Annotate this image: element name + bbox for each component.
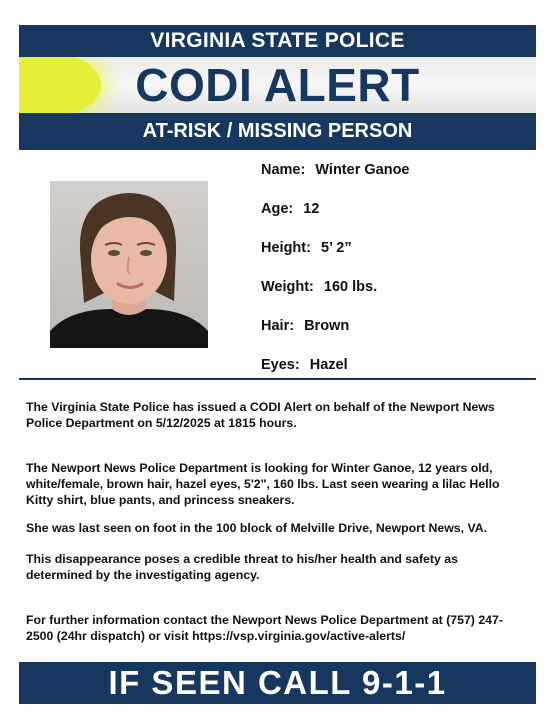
fact-weight — [261, 277, 541, 316]
fact-name — [261, 160, 541, 199]
alert-issued-paragraph: The Virginia State Police has issued a CODI Alert on behalf of the Newport News Police Department on 5/12/2025 at 1815 hours. — [26, 400, 495, 430]
contact-paragraph: For further information contact the Newport News Police Department at (757) 247-2500 (24hr dispatch) or visit https://vsp.virginia.gov/active-alerts/ — [26, 613, 503, 643]
section-divider — [19, 378, 536, 380]
fact-label: Age: — [261, 201, 294, 217]
person-details — [261, 160, 541, 394]
fact-value: 160 lbs. — [323, 279, 378, 295]
fact-age — [261, 199, 541, 238]
fact-height — [261, 238, 541, 277]
fact-value: Winter Ganoe — [315, 162, 410, 178]
fact-value: Brown — [304, 318, 350, 334]
fact-label: Name: — [261, 162, 306, 178]
title-strip — [19, 57, 536, 113]
threat-paragraph: This disappearance poses a credible threat to his/her health and safety as determined by the investigating agency. — [26, 552, 458, 582]
last-seen-paragraph: She was last seen on foot in the 100 block of Melville Drive, Newport News, VA. — [26, 521, 488, 535]
alert-title: CODI ALERT — [135, 59, 420, 111]
missing-person-photo — [50, 181, 208, 348]
fact-label: Eyes: — [261, 357, 300, 373]
fact-value: 5’ 2” — [320, 240, 352, 256]
alert-category-banner: AT-RISK / MISSING PERSON — [19, 113, 536, 150]
fact-label: Weight: — [261, 279, 314, 295]
fact-value: Hazel — [309, 357, 348, 373]
agency-banner: VIRGINIA STATE POLICE — [19, 25, 536, 57]
portrait-illustration — [50, 181, 208, 348]
description-paragraph: The Newport News Police Department is looking for Winter Ganoe, 12 years old, white/female, brown hair, hazel eyes, 5'2", 160 lbs. Last seen wearing a lilac Hello Kitty shirt, blue pants, and princess sneakers. — [26, 461, 500, 507]
fact-label: Hair: — [261, 318, 295, 334]
fact-label: Height: — [261, 240, 311, 256]
fact-hair — [261, 316, 541, 355]
fact-eyes — [261, 355, 541, 394]
call-to-action-banner: IF SEEN CALL 9-1-1 — [19, 662, 536, 704]
fact-value: 12 — [303, 201, 320, 217]
